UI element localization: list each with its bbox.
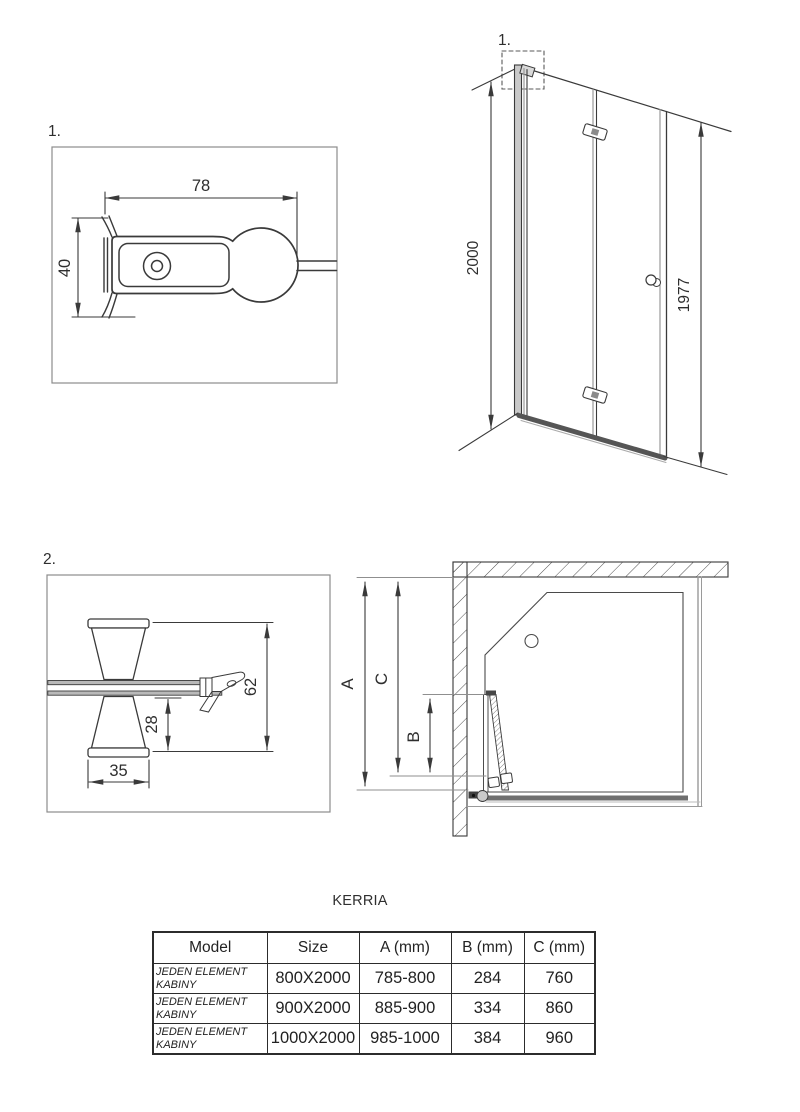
c-cell: 760 — [524, 964, 595, 994]
front-detail-callout-label: 1. — [498, 32, 511, 49]
table-row — [153, 994, 595, 1024]
col-header-size: Size — [267, 932, 359, 964]
front-view-drawing — [459, 32, 731, 475]
model-cell: JEDEN ELEMENT KABINY — [153, 994, 267, 1024]
spec-table — [152, 931, 596, 1055]
c-cell: 860 — [524, 994, 595, 1024]
dim-c-label: C — [372, 672, 391, 686]
detail-2-label: 2. — [43, 551, 56, 568]
size-cell: 800X2000 — [267, 964, 359, 994]
dim-width-value: 78 — [191, 177, 211, 195]
table-row — [153, 964, 595, 994]
col-header-model: Model — [153, 932, 267, 964]
knob-half-right — [500, 773, 512, 784]
a-cell: 985-1000 — [359, 1024, 451, 1055]
door-knob — [646, 275, 661, 287]
size-cell: 900X2000 — [267, 994, 359, 1024]
dim-lower-value: 28 — [143, 715, 161, 734]
table-row — [153, 1024, 595, 1055]
pivot-icon — [477, 791, 488, 802]
shower-tray — [485, 593, 683, 793]
glass-section — [48, 681, 222, 696]
door-hinge-plan — [486, 691, 496, 696]
drain-icon — [525, 635, 538, 648]
model-cell: JEDEN ELEMENT KABINY — [153, 1024, 267, 1055]
detail-2-drawing — [43, 551, 330, 812]
product-title: KERRIA — [332, 893, 388, 909]
edge-seal-section — [200, 672, 245, 712]
b-cell: 334 — [451, 994, 524, 1024]
table-header-row — [153, 932, 595, 964]
col-header-a: A (mm) — [359, 932, 451, 964]
wall-profile — [515, 64, 535, 415]
hinge-bottom — [582, 386, 607, 403]
dim-total-value: 62 — [242, 677, 260, 697]
wall-profile-section — [102, 216, 337, 318]
b-cell: 384 — [451, 1024, 524, 1055]
c-cell: 960 — [524, 1024, 595, 1055]
dim-height-value: 40 — [56, 258, 74, 278]
handle-knob-section — [88, 619, 149, 757]
detail-1-drawing — [48, 123, 337, 383]
a-cell: 885-900 — [359, 994, 451, 1024]
dim-a-label: A — [338, 678, 357, 690]
col-header-c: C (mm) — [524, 932, 595, 964]
b-cell: 284 — [451, 964, 524, 994]
model-cell: JEDEN ELEMENT KABINY — [153, 964, 267, 994]
a-cell: 785-800 — [359, 964, 451, 994]
bottom-rail — [486, 796, 700, 803]
dim-glass-height-value: 1977 — [676, 277, 693, 313]
wall-left — [453, 562, 467, 836]
knob-half-left — [488, 777, 500, 788]
dim-base-value: 35 — [109, 762, 128, 780]
wall-top — [453, 562, 728, 577]
hinge-top — [582, 123, 607, 140]
dim-b-label: B — [404, 731, 423, 743]
dim-total-height-value: 2000 — [465, 240, 482, 276]
col-header-b: B (mm) — [451, 932, 524, 964]
size-cell: 1000X2000 — [267, 1024, 359, 1055]
detail-1-label: 1. — [48, 123, 61, 140]
top-view-drawing — [338, 562, 728, 836]
